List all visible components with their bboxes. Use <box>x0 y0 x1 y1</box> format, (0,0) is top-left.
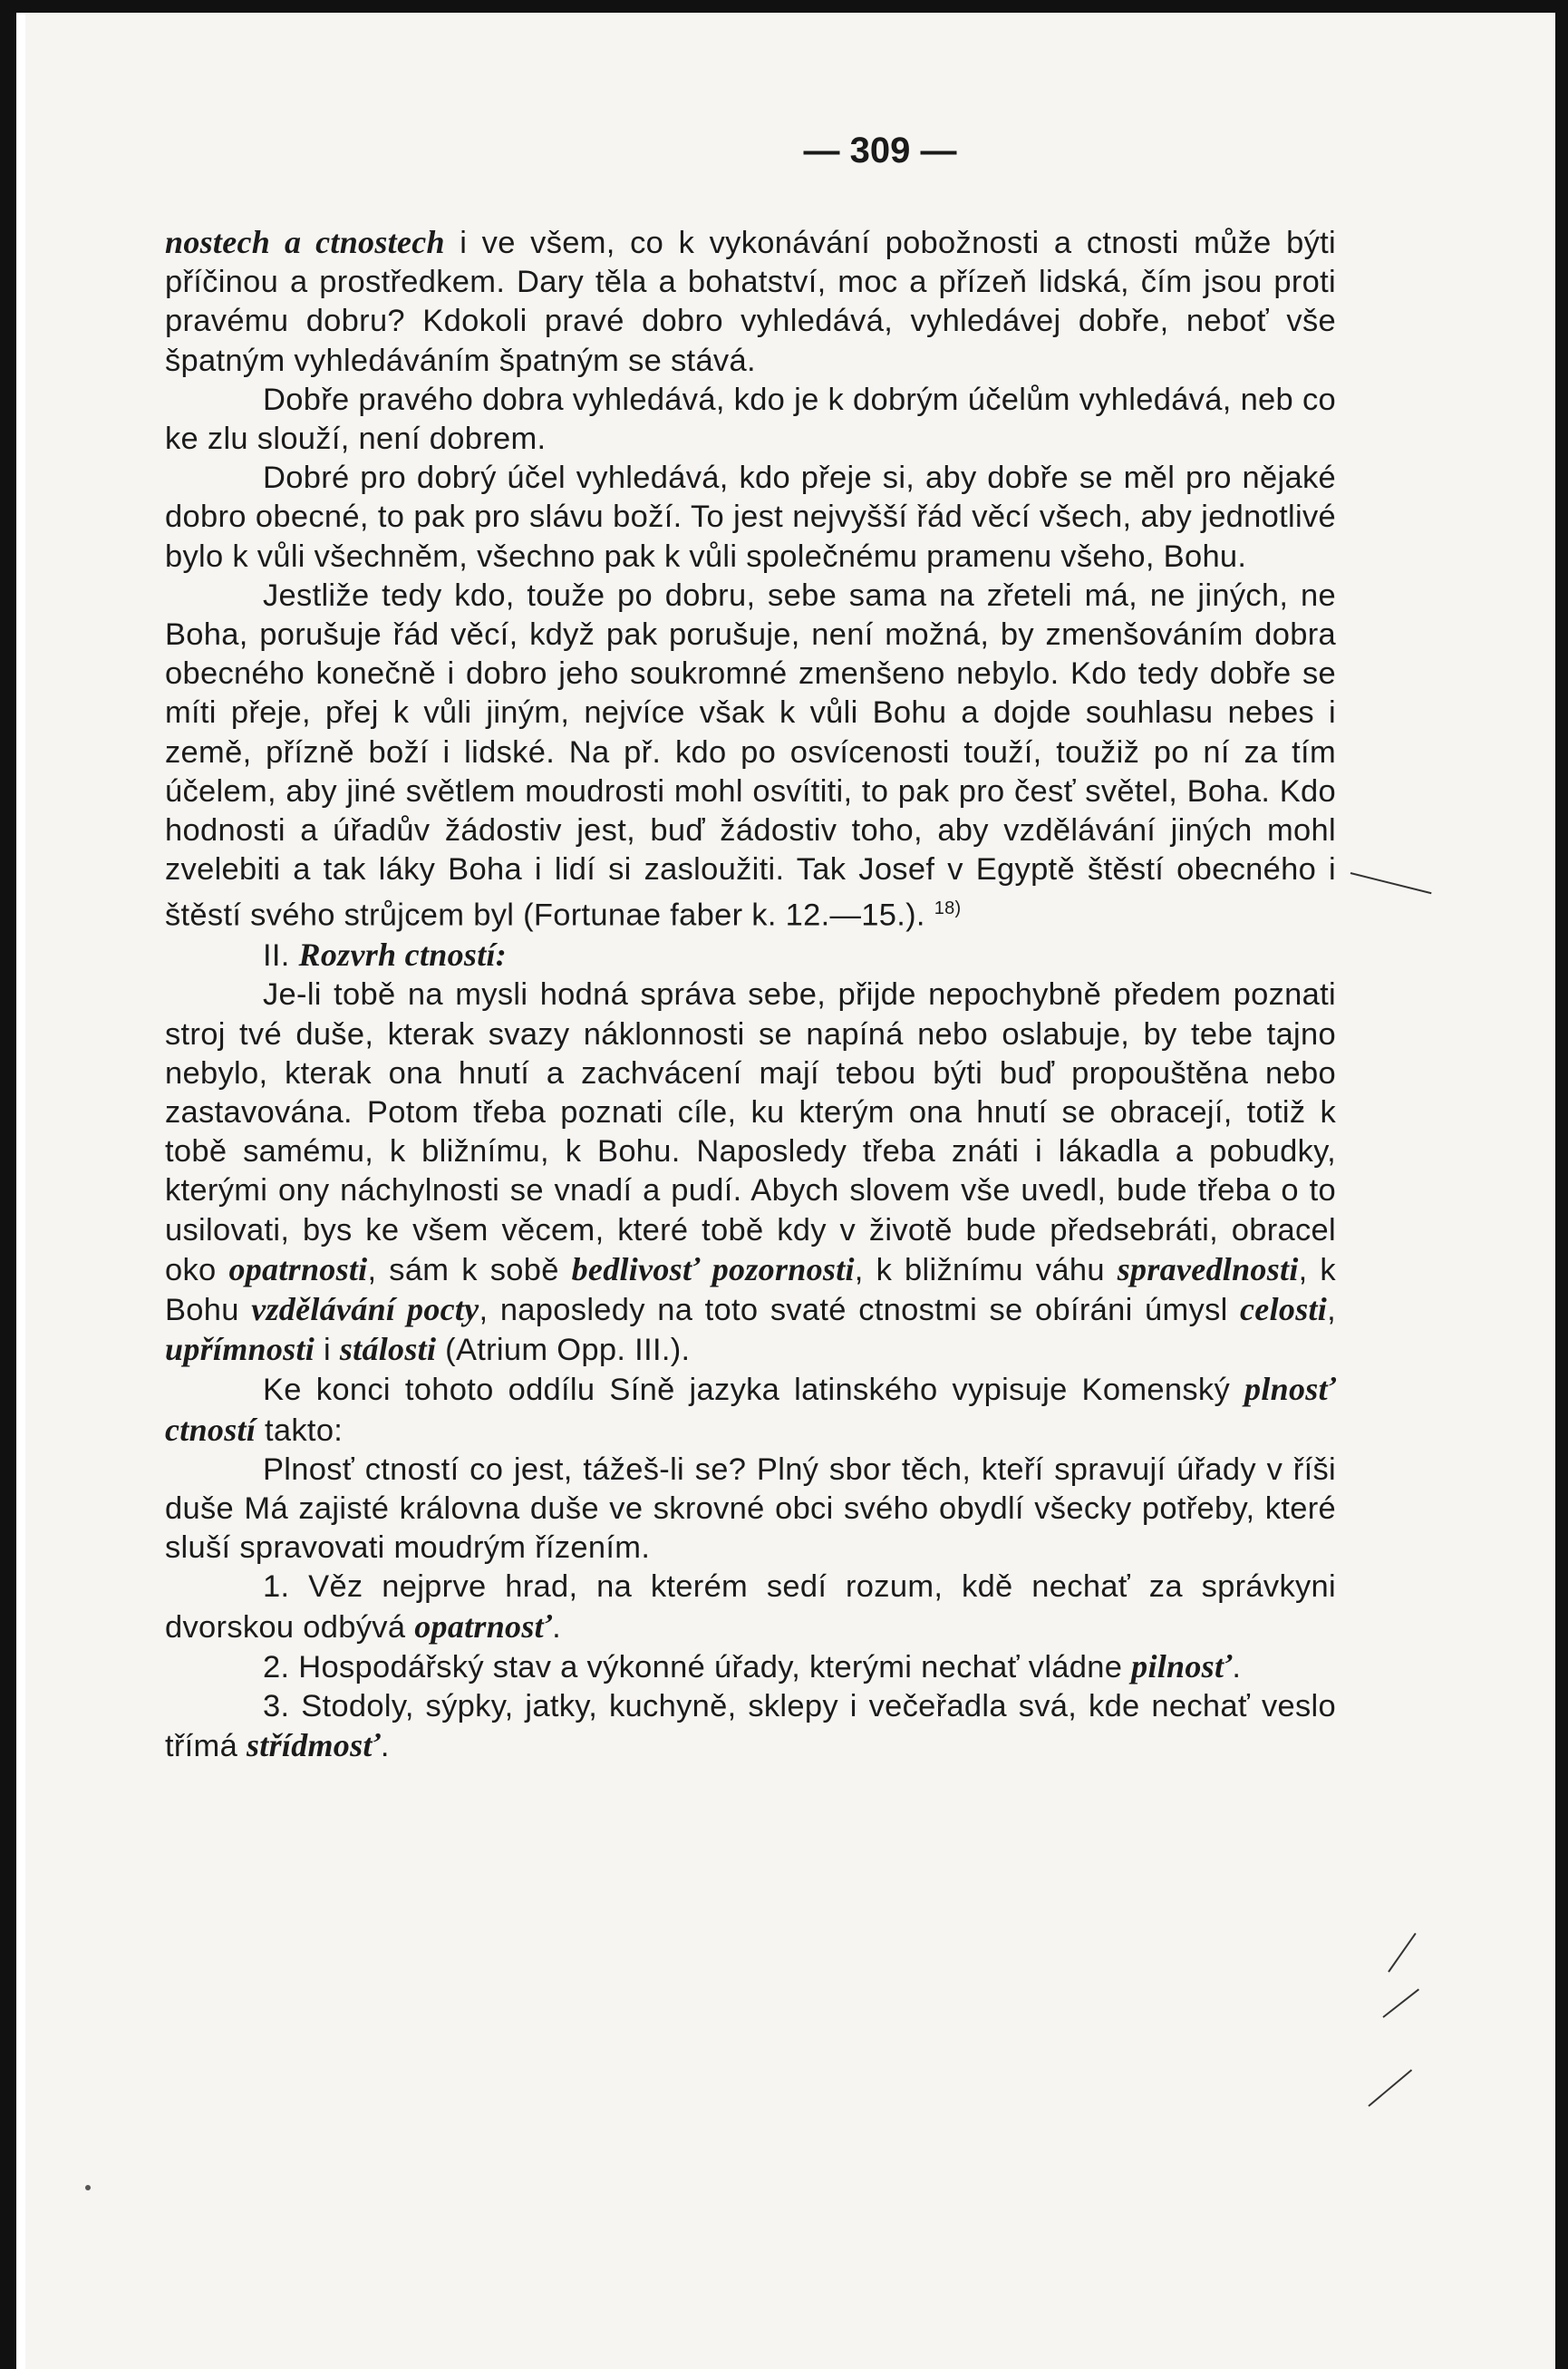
page-body <box>165 223 1336 1766</box>
scan-speck <box>85 2185 91 2190</box>
section-heading: II. Rozvrh ctností: <box>263 937 508 974</box>
paragraph-1: nostech a ctnostech i ve všem, co k vykonávání pobožnosti a ctnosti může býti příčinou a prostředkem. Dary těla a bohatství, moc a přízeň lidská, čím jsou proti pravému dobru? Kdokoli pravé dobro vyhledává, vyhledávej dobře, neboť vše špatným vyhledáváním špatným se stává. <box>165 224 1336 378</box>
list-item-2: 2. Hospodářský stav a výkonné úřady, kterými nechať vládne pilnosť. <box>263 1647 1242 1685</box>
list-item-1: 1. Věz nejprve hrad, na kterém sedí rozum, kdě nechať za správkyni dvorskou odbývá opatrnosť. <box>165 1569 1336 1645</box>
scan-border-left <box>0 0 16 2369</box>
margin-check-mark <box>1382 1988 1419 2017</box>
page-number: — 309 — <box>803 131 957 170</box>
margin-check-mark <box>1368 2069 1412 2106</box>
footnote-ref: 18) <box>934 898 962 919</box>
list-item-3: 3. Stodoly, sýpky, jatky, kuchyně, sklepy i večeřadla svá, kde nechať veslo třímá střídmosť. <box>165 1689 1336 1764</box>
scan-border-right <box>1555 0 1568 2369</box>
margin-check-mark <box>1388 1933 1416 1973</box>
paragraph-4: Jestliže tedy kdo, touže po dobru, sebe sama na zřeteli má, ne jiných, ne Boha, porušuje řád věcí, když pak porušuje, není možná, by zmenšováním dobra obecného konečně i dobro jeho soukromné zmenšeno nebylo. Kdo tedy dobře se míti přeje, přej k vůli jiným, nejvíce však k vůli Bohu a dojde souhlasu nebes i země, přízně boží i lidské. Na př. kdo po osvícenosti touží, toužiž po ní za tím účelem, aby jiné světlem moudrosti mohl osvítiti, to pak pro česť světel, Boha. Kdo hodnosti a úřadův žádostiv jest, buď žádostiv toho, aby vzdělávání jiných mohl zvelebiti a tak láky Boha i lidí si zasloužiti. Tak Josef v Egyptě štěstí obecného i štěstí svého strůjcem byl (Fortunae faber k. 12.—15.). $^{18)}$ <box>165 578 1336 933</box>
margin-line-mark <box>1350 872 1432 894</box>
paragraph-7: Plnosť ctností co jest, tážeš-li se? Plný sbor těch, kteří spravují úřady v říši duše Má zajisté královna duše ve skrovné obci svého obydlí všecky potřeby, které sluší spravovati moudrým řízením. <box>165 1451 1336 1566</box>
paragraph-5: Je-li tobě na mysli hodná správa sebe, přijde nepochybně předem poznati stroj tvé duše, kterak svazy náklonnosti se napíná nebo oslabuje, by tebe tajno nebylo, kterak ona hnutí a zachvácení mají tebou býti buď propouštěna nebo zastavována. Potom třeba poznati cíle, ku kterým ona hnutí se obracejí, totiž k tobě samému, k bližnímu, k Bohu. Naposledy třeba znáti i lákadla a pobudky, kterými ony náchylnosti se vnadí a pudí. Abych slovem vše uvedl, bude třeba o to usilovati, bys ke všem věcem, které tobě kdy v životě bude předsebráti, obracel oko opatrnosti, sám k sobě bedlivosť pozornosti, k bližnímu váhu spravedlnosti, k Bohu vzdělávání pocty, naposledy na toto svaté ctnostmi se obíráni úmysl celosti, upřímnosti i stálosti (Atrium Opp. III.). <box>165 977 1336 1368</box>
paragraph-2: Dobře pravého dobra vyhledává, kdo je k dobrým účelům vyhledává, neb co ke zlu slouží, není dobrem. <box>165 382 1336 457</box>
paragraph-3: Dobré pro dobrý účel vyhledává, kdo přeje si, aby dobře se měl pro nějaké dobro obecné, to pak pro slávu boží. To jest nejvyšší řád věcí všech, aby jednotlivé bylo k vůli všechněm, všechno pak k vůli společnému pramenu všeho, Bohu. <box>165 461 1336 574</box>
paragraph-6: Ke konci tohoto oddílu Síně jazyka latinského vypisuje Komenský plnosť ctností takto: <box>165 1371 1336 1448</box>
book-page <box>25 13 1555 2369</box>
scan-border-top <box>0 0 1568 13</box>
